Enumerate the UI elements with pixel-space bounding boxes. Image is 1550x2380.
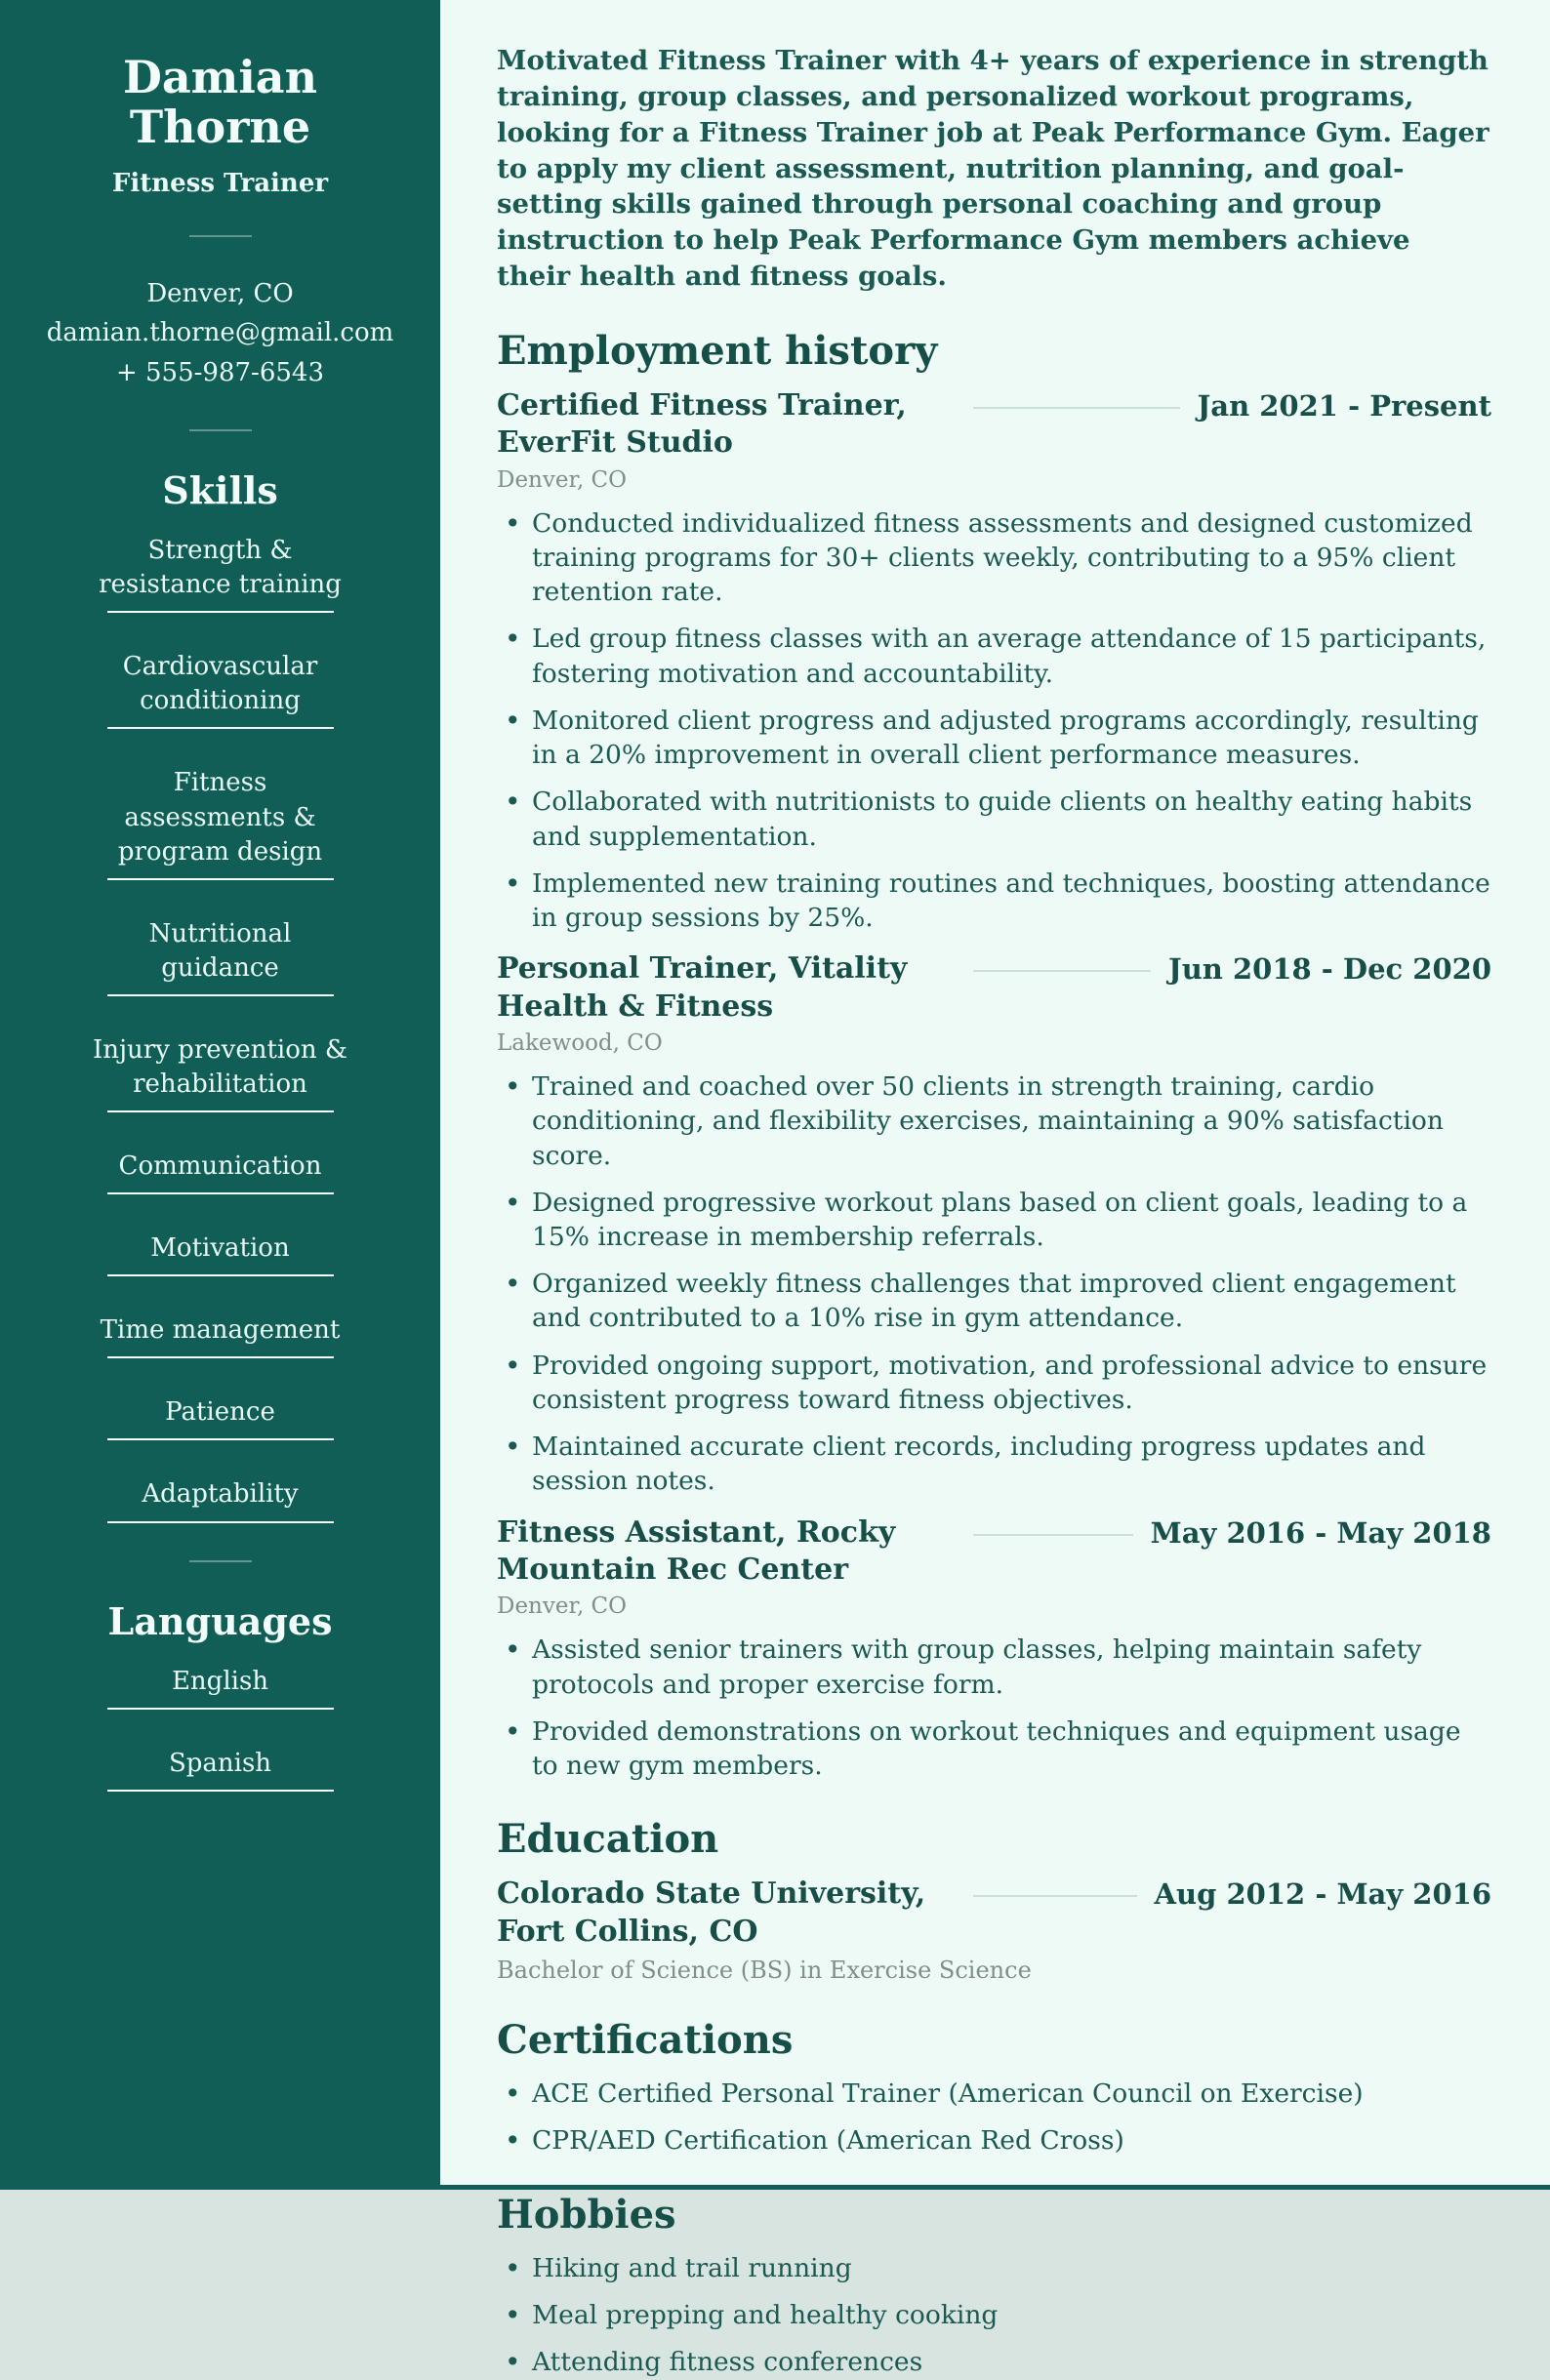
language-item: [41, 1747, 399, 1792]
sidebar-divider: [189, 235, 252, 237]
language-item: [41, 1665, 399, 1710]
job-entry: [497, 950, 1491, 1498]
job-title: Certified Fitness Trainer, EverFit Studio: [497, 387, 907, 461]
skill-underline: [107, 727, 334, 729]
skill-item: [41, 534, 399, 613]
skill-item: [41, 1033, 399, 1112]
job-bullet: • Maintained accurate client records, including progress updates and session notes.: [497, 1430, 1491, 1498]
certifications-heading: Certifications: [497, 2017, 794, 2064]
skill-underline: [107, 611, 334, 613]
header-rule: [973, 970, 1151, 972]
skill-item: [41, 650, 399, 729]
candidate-name: Damian Thorne: [122, 51, 318, 153]
candidate-title: Fitness Trainer: [111, 169, 329, 199]
education-header: [497, 1876, 1491, 1951]
hobby-item: • Attending fitness conferences: [497, 2345, 1491, 2379]
job-dates: Jun 2018 - Dec 2020: [1168, 952, 1491, 987]
skill-label: Time management: [100, 1315, 341, 1346]
language-underline: [107, 1708, 334, 1710]
sidebar-divider: [189, 429, 252, 431]
contact-block: [41, 274, 399, 392]
job-dates: May 2016 - May 2018: [1150, 1515, 1491, 1550]
skill-label: Patience: [165, 1397, 275, 1428]
hobbies-list: [497, 2251, 1491, 2380]
skill-label: Strength & resistance training: [99, 536, 342, 600]
education-heading: Education: [497, 1816, 719, 1863]
skill-underline: [107, 878, 334, 880]
skill-label: Communication: [118, 1151, 322, 1182]
certifications-list: [497, 2077, 1491, 2158]
education-dates: Aug 2012 - May 2016: [1154, 1877, 1491, 1912]
job-title: Fitness Assistant, Rocky Mountain Rec Center: [497, 1514, 896, 1588]
skill-underline: [107, 1192, 334, 1194]
job-bullet: • Designed progressive workout plans based on client goals, leading to a 15% increase in membership referrals.: [497, 1186, 1491, 1254]
skill-underline: [107, 1356, 334, 1358]
header-rule: [973, 1534, 1133, 1536]
languages-block: [41, 1599, 399, 1792]
language-underline: [107, 1790, 334, 1792]
skill-item: [41, 1395, 399, 1440]
job-location: Denver, CO: [497, 466, 628, 493]
job-bullet: • Collaborated with nutritionists to guide clients on healthy eating habits and supplementation.: [497, 785, 1491, 853]
job-header: [497, 387, 1491, 463]
skill-label: Adaptability: [142, 1479, 299, 1510]
contact-email: damian.thorne@gmail.com: [46, 318, 394, 348]
skill-underline: [107, 994, 334, 996]
page-bottom-border: [440, 2185, 1550, 2190]
skill-item: [41, 1477, 399, 1522]
job-title: Personal Trainer, Vitality Health & Fitness: [497, 951, 908, 1024]
language-label: English: [171, 1666, 269, 1696]
job-bullet: • Conducted individualized fitness assessments and designed customized training programs for 30+ clients weekly, contributing to a 95% client retention rate.: [497, 506, 1491, 610]
certification-item: • CPR/AED Certification (American Red Cross): [497, 2123, 1491, 2158]
main-content: [440, 0, 1550, 2378]
hobby-item: • Hiking and trail running: [497, 2251, 1491, 2285]
job-bullet: • Led group fitness classes with an average attendance of 15 participants, fostering motivation and accountability.: [497, 622, 1491, 690]
skill-label: Cardiovascular conditioning: [122, 652, 318, 716]
languages-heading: Languages: [107, 1598, 333, 1643]
header-rule: [973, 1895, 1137, 1897]
job-header: [497, 950, 1491, 1026]
skill-underline: [107, 1274, 334, 1276]
job-bullet: • Implemented new training routines and techniques, boosting attendance in group sessions by 25%.: [497, 867, 1491, 935]
contact-phone: + 555-987-6543: [115, 357, 325, 387]
job-header: [497, 1514, 1491, 1590]
profile-summary: Motivated Fitness Trainer with 4+ years of experience in strength training, group classes, and personalized workout programs, looking for a Fitness Trainer job at Peak Performance Gym. Eager to apply my client assessment, nutrition planning, and goal-setting skills gained through personal coaching and group instruction to help Peak Performance Gym members achieve their health and fitness goals.: [497, 45, 1489, 293]
job-bullets: [497, 1633, 1491, 1783]
job-location: Lakewood, CO: [497, 1030, 663, 1057]
job-bullet: • Organized weekly fitness challenges that improved client engagement and contributed to a 10% rise in gym attendance.: [497, 1267, 1491, 1335]
employment-heading: Employment history: [497, 327, 938, 374]
skill-label: Motivation: [150, 1233, 290, 1264]
skill-label: Fitness assessments & program design: [117, 768, 323, 867]
skill-label: Injury prevention & rehabilitation: [92, 1034, 348, 1100]
skill-item: [41, 766, 399, 879]
skill-underline: [107, 1438, 334, 1440]
language-label: Spanish: [168, 1748, 272, 1778]
hobby-item: • Meal prepping and healthy cooking: [497, 2298, 1491, 2332]
contact-location: Denver, CO: [146, 279, 294, 309]
skill-underline: [107, 1521, 334, 1523]
certification-item: • ACE Certified Personal Trainer (American Council on Exercise): [497, 2077, 1491, 2111]
job-dates: Jan 2021 - Present: [1197, 388, 1491, 423]
job-bullet: • Provided ongoing support, motivation, and professional advice to ensure consistent progress toward fitness objectives.: [497, 1349, 1491, 1417]
hobbies-heading: Hobbies: [497, 2191, 676, 2238]
sidebar-divider: [189, 1560, 252, 1562]
job-location: Denver, CO: [497, 1593, 628, 1620]
sidebar: [0, 0, 440, 2190]
education-school: Colorado State University, Fort Collins, CO: [497, 1876, 926, 1949]
skill-item: [41, 1313, 399, 1358]
skill-underline: [107, 1110, 334, 1112]
job-bullets: [497, 506, 1491, 936]
education-degree: Bachelor of Science (BS) in Exercise Science: [497, 1956, 1032, 1985]
skill-item: [41, 917, 399, 996]
education-entry: [497, 1876, 1491, 1984]
job-bullets: [497, 1069, 1491, 1499]
skill-item: [41, 1231, 399, 1276]
skill-item: [41, 1150, 399, 1194]
job-bullet: • Assisted senior trainers with group classes, helping maintain safety protocols and proper exercise form.: [497, 1633, 1491, 1701]
skill-label: Nutritional guidance: [148, 918, 292, 983]
job-bullet: • Trained and coached over 50 clients in strength training, cardio conditioning, and flexibility exercises, maintaining a 90% satisfaction score.: [497, 1069, 1491, 1173]
job-entry: [497, 387, 1491, 935]
header-rule: [973, 407, 1180, 409]
job-bullet: • Monitored client progress and adjusted programs accordingly, resulting in a 20% improvement in overall client performance measures.: [497, 704, 1491, 772]
job-entry: [497, 1514, 1491, 1784]
job-bullet: • Provided demonstrations on workout techniques and equipment usage to new gym members.: [497, 1714, 1491, 1783]
skills-heading: Skills: [162, 468, 278, 513]
